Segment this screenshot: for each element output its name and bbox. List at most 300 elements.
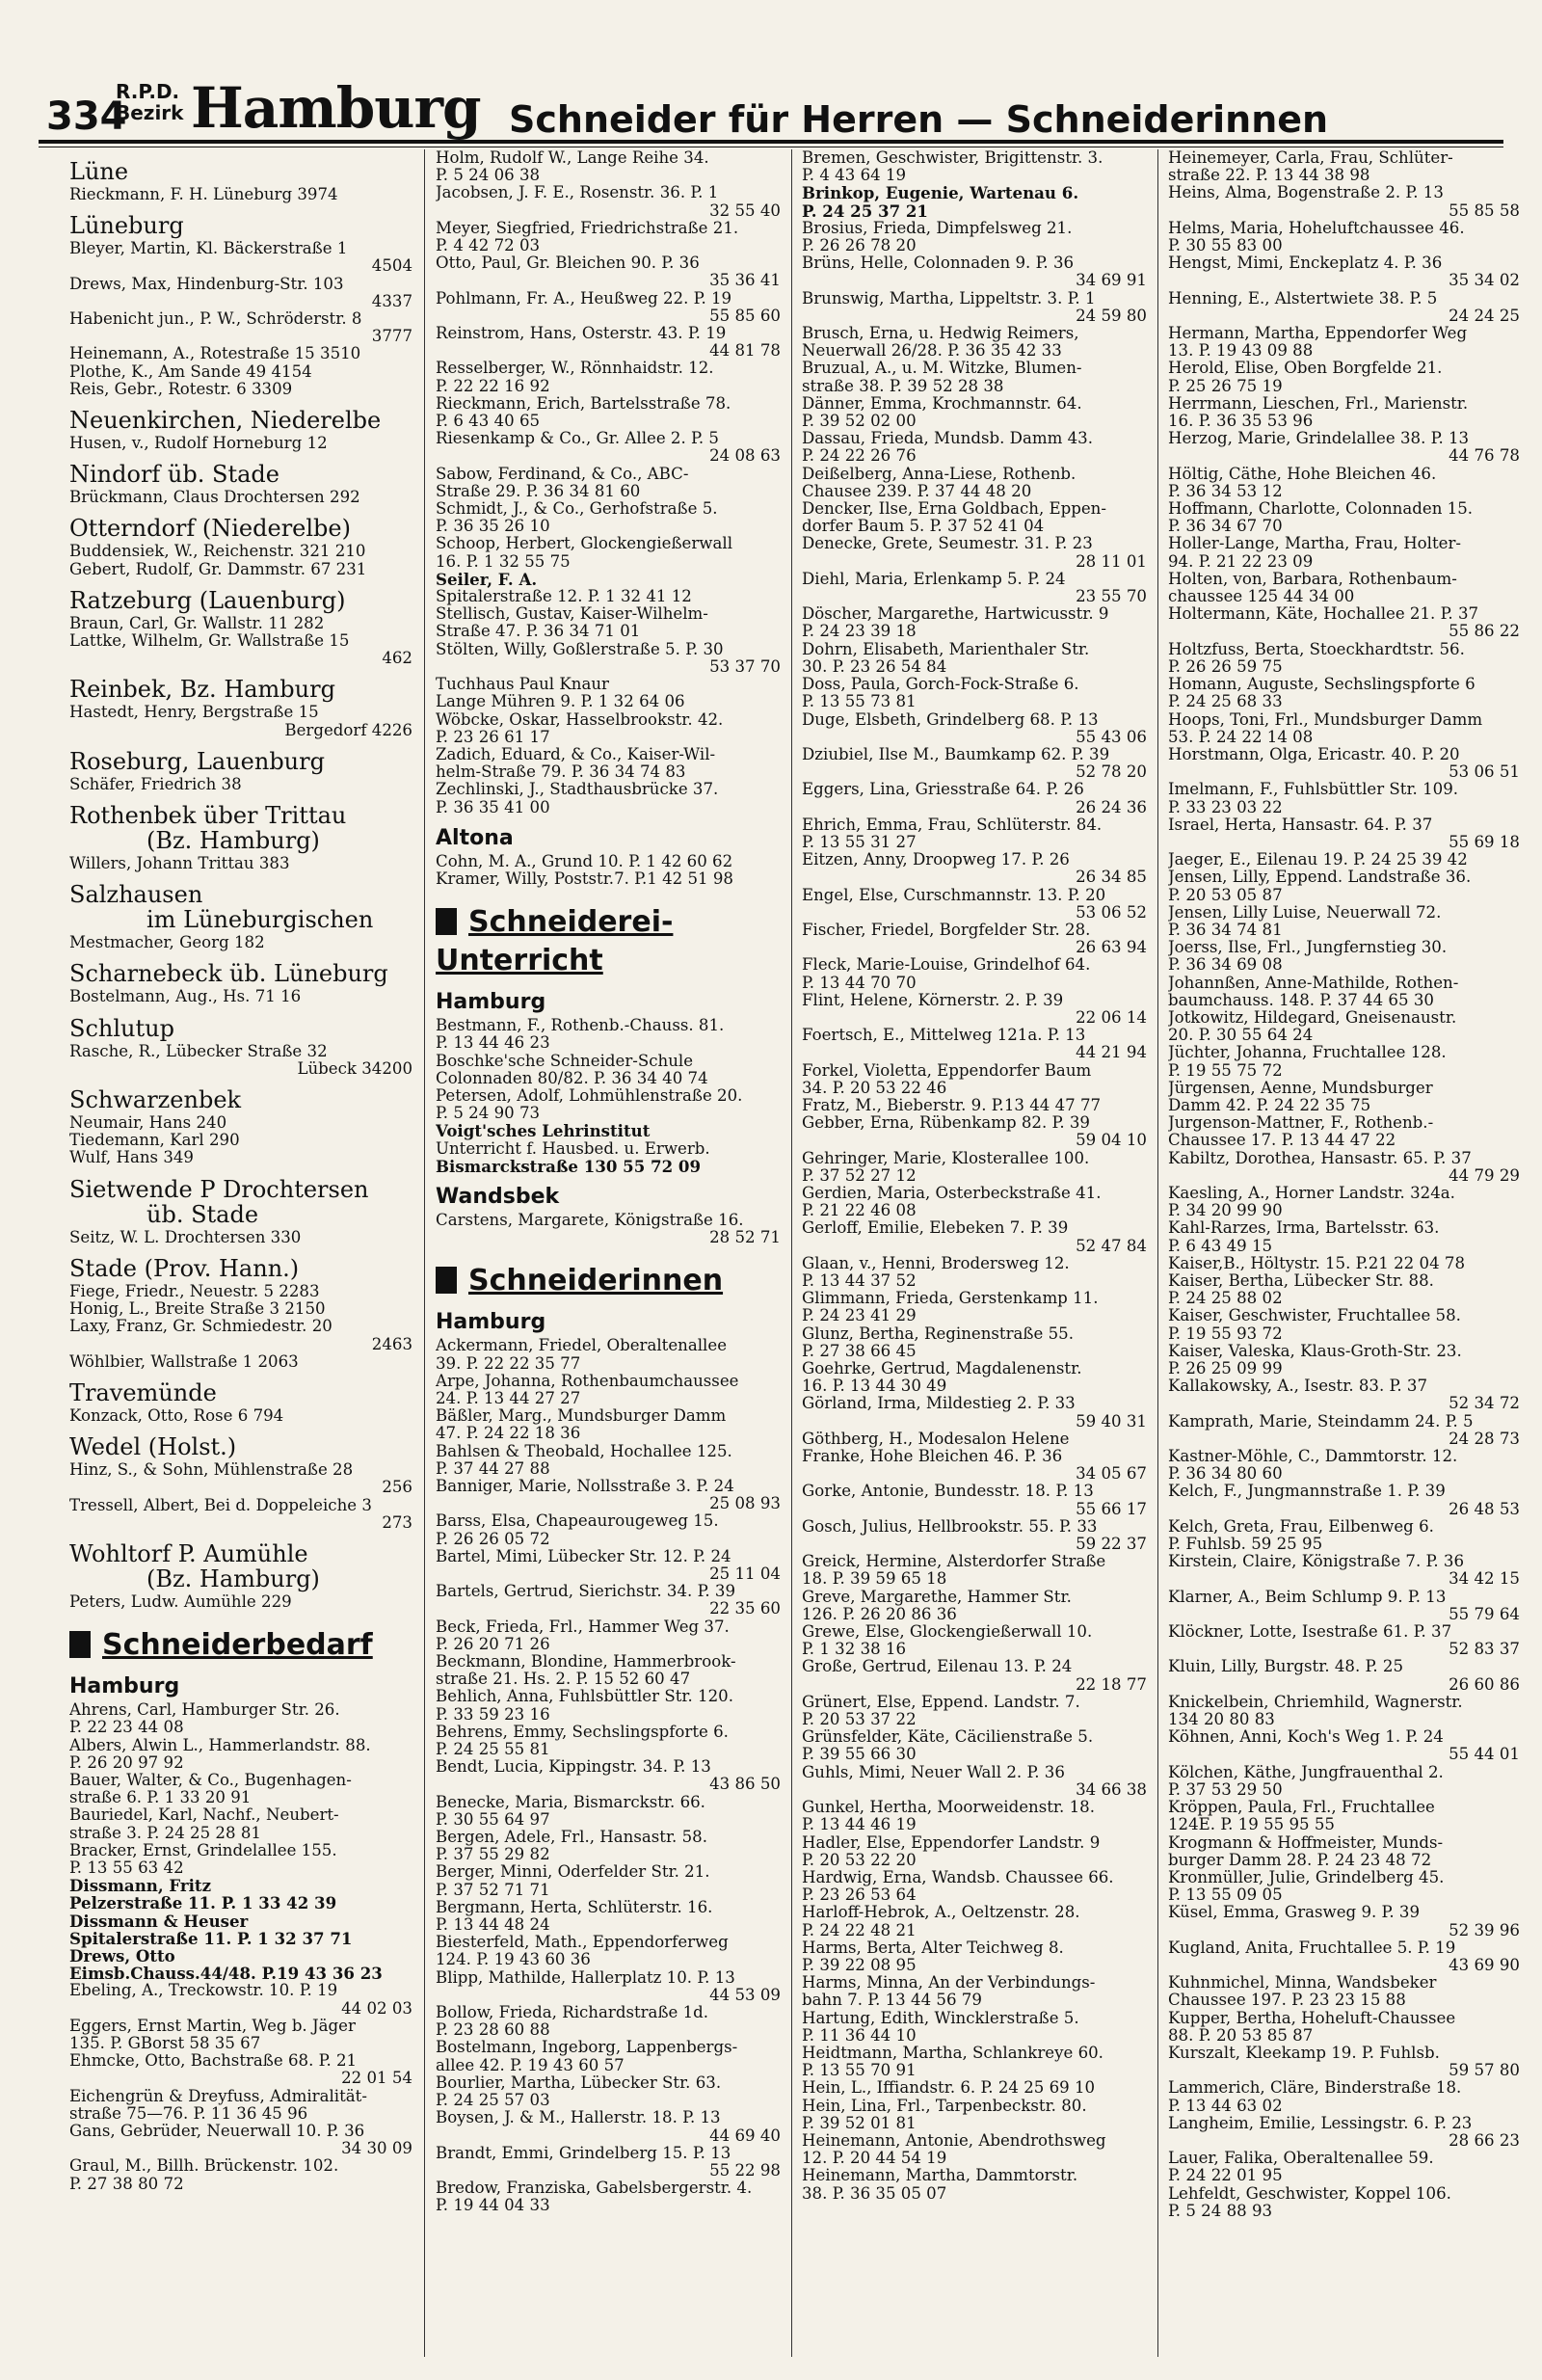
directory-entry: Joerss, Ilse, Frl., Jungfernstieg 30.	[1168, 938, 1448, 957]
directory-entry: Kuhnmichel, Minna, Wandsbeker	[1168, 1973, 1437, 1992]
directory-entry: Hein, Lina, Frl., Tarpenbeckstr. 80.	[802, 2096, 1087, 2115]
directory-entry: Kaiser,B., Höltystr. 15. P.21 22 04 78	[1168, 1253, 1466, 1272]
directory-entry: 53. P. 24 22 14 08	[1168, 727, 1314, 746]
directory-entry: 47. P. 24 22 18 36	[436, 1424, 581, 1443]
directory-entry: Drews, Max, Hindenburg-Str. 103	[69, 274, 344, 293]
directory-entry: P. 33 23 03 22	[1168, 797, 1283, 816]
phone-number: 44 21 94	[1076, 1043, 1147, 1062]
directory-entry: Mestmacher, Georg 182	[69, 933, 265, 952]
directory-entry: P. 36 34 53 12	[1168, 481, 1283, 500]
directory-entry: Albers, Alwin L., Hammerlandstr. 88.	[69, 1735, 371, 1754]
phone-number: Lübeck 34200	[297, 1058, 412, 1078]
directory-entry: P. 23 28 60 88	[436, 2020, 550, 2040]
directory-entry: Gosch, Julius, Hellbrookstr. 55. P. 33	[802, 1516, 1098, 1536]
directory-entry: Lauer, Falika, Oberaltenallee 59.	[1168, 2149, 1434, 2168]
directory-entry: Pelzerstraße 11. P. 1 33 42 39	[69, 1893, 337, 1913]
directory-entry: Honig, L., Breite Straße 3 2150	[69, 1299, 326, 1319]
directory-entry: Hartung, Edith, Wincklerstraße 5.	[802, 2008, 1079, 2027]
directory-entry: P. 36 34 67 70	[1168, 517, 1283, 536]
directory-entry: Kahl-Rarzes, Irma, Bartelsstr. 63.	[1168, 1218, 1440, 1238]
directory-entry: Görland, Irma, Mildestieg 2. P. 33	[802, 1394, 1076, 1413]
rpd-label: R.P.D.	[116, 80, 180, 103]
directory-entry: P. 24 25 57 03	[436, 2091, 550, 2110]
directory-entry: Dänner, Emma, Krochmannstr. 64.	[802, 393, 1082, 413]
place-heading: Hamburg	[436, 1310, 546, 1335]
directory-entry: Kupper, Bertha, Hoheluft-Chaussee	[1168, 2008, 1456, 2027]
directory-entry: Kastner-Möhle, C., Dammtorstr. 12.	[1168, 1447, 1458, 1466]
phone-number: 32 55 40	[709, 201, 781, 220]
directory-entry: P. 19 44 04 33	[436, 2196, 550, 2215]
directory-entry: Zechlinski, J., Stadthausbrücke 37.	[436, 780, 719, 799]
directory-entry: P. 36 35 26 10	[436, 517, 550, 536]
directory-entry: 13. P. 19 43 09 88	[1168, 341, 1314, 361]
directory-entry: straße 38. P. 39 52 28 38	[802, 376, 1004, 395]
directory-entry: P. 24 22 48 21	[802, 1920, 917, 1939]
phone-number: Bergedorf 4226	[284, 720, 412, 739]
phone-number: 59 40 31	[1076, 1411, 1147, 1431]
directory-entry: Banniger, Marie, Nollsstraße 3. P. 24	[436, 1476, 734, 1495]
place-heading: Lüneburg	[69, 212, 184, 240]
place-heading: (Bz. Hamburg)	[146, 1564, 320, 1592]
directory-entry: Kamprath, Marie, Steindamm 24. P. 5	[1168, 1411, 1474, 1431]
phone-number: 55 69 18	[1449, 832, 1520, 851]
place-heading: üb. Stade	[146, 1200, 259, 1228]
district-label	[116, 81, 183, 123]
directory-entry: Bremen, Geschwister, Brigittenstr. 3.	[802, 149, 1103, 167]
place-heading: Schwarzenbek	[69, 1086, 242, 1114]
directory-entry: Kaiser, Geschwister, Fruchtallee 58.	[1168, 1306, 1461, 1325]
directory-entry: 94. P. 21 22 23 09	[1168, 551, 1314, 571]
place-heading: Salzhausen	[69, 881, 203, 909]
directory-entry: P. 26 26 59 75	[1168, 656, 1283, 676]
phone-number: 35 34 02	[1449, 271, 1520, 290]
directory-entry: Willers, Johann Trittau 383	[69, 854, 290, 873]
directory-entry: Hadler, Else, Eppendorfer Landstr. 9	[802, 1832, 1101, 1852]
directory-entry: Kelch, Greta, Frau, Eilbenweg 6.	[1168, 1516, 1434, 1536]
directory-entry: Jüchter, Johanna, Fruchtallee 128.	[1168, 1043, 1447, 1062]
directory-entry: Gebber, Erna, Rübenkamp 82. P. 39	[802, 1113, 1090, 1133]
directory-entry: Tuchhaus Paul Knaur	[436, 675, 609, 694]
directory-entry: Bollow, Frieda, Richardstraße 1d.	[436, 2003, 709, 2022]
phone-number: 22 18 77	[1076, 1674, 1147, 1694]
directory-entry: Harloff-Hebrok, A., Oeltzenstr. 28.	[802, 1903, 1080, 1922]
directory-entry: Tressell, Albert, Bei d. Doppeleiche 3	[69, 1495, 372, 1514]
directory-entry: P. 24 25 37 21	[802, 201, 928, 221]
directory-entry: Kallakowsky, A., Isestr. 83. P. 37	[1168, 1377, 1428, 1396]
place-heading: Nindorf üb. Stade	[69, 461, 279, 489]
directory-entry: Henning, E., Alstertwiete 38. P. 5	[1168, 288, 1438, 308]
directory-entry: Bergmann, Herta, Schlüterstr. 16.	[436, 1897, 713, 1916]
directory-entry: Herrmann, Lieschen, Frl., Marienstr.	[1168, 393, 1469, 413]
directory-entry: Berger, Minni, Oderfelder Str. 21.	[436, 1862, 710, 1882]
directory-entry: Knickelbein, Chriemhild, Wagnerstr.	[1168, 1692, 1463, 1711]
directory-entry: Helms, Maria, Hoheluftchaussee 46.	[1168, 218, 1465, 237]
directory-entry: P. 25 26 75 19	[1168, 376, 1283, 395]
phone-number: 35 36 41	[709, 271, 781, 290]
directory-entry: Neuerwall 26/28. P. 36 35 42 33	[802, 341, 1062, 361]
directory-entry: Husen, v., Rudolf Horneburg 12	[69, 434, 328, 453]
directory-entry: P. 36 35 41 00	[436, 797, 550, 816]
directory-entry: Barss, Elsa, Chapeaurougeweg 15.	[436, 1511, 719, 1531]
directory-entry: Boschke'sche Schneider-Schule	[436, 1051, 694, 1070]
phone-number: 44 53 09	[709, 1985, 781, 2004]
directory-entry: Chausee 239. P. 37 44 48 20	[802, 481, 1032, 500]
directory-entry: Eichengrün & Dreyfuss, Admiralität-	[69, 2086, 367, 2105]
column-divider	[1157, 149, 1158, 2357]
place-heading: Hamburg	[69, 1674, 180, 1699]
directory-entry: Heinemann, A., Rotestraße 15 3510	[69, 344, 361, 363]
directory-entry: P. 13 44 63 02	[1168, 2096, 1283, 2115]
section-heading	[69, 1626, 412, 1665]
directory-entry: Forkel, Violetta, Eppendorfer Baum	[802, 1060, 1092, 1080]
directory-entry: straße 21. Hs. 2. P. 15 52 60 47	[436, 1670, 691, 1689]
directory-entry: Kölchen, Käthe, Jungfrauenthal 2.	[1168, 1762, 1444, 1781]
directory-entry: P. 1 32 38 16	[802, 1640, 907, 1659]
directory-entry: P. 22 22 16 92	[436, 376, 550, 395]
directory-entry: helm-Straße 79. P. 36 34 74 83	[436, 762, 686, 782]
directory-entry: Dissmann, Fritz	[69, 1876, 211, 1896]
directory-entry: Bracker, Ernst, Grindelallee 155.	[69, 1840, 337, 1859]
directory-entry: Neumair, Hans 240	[69, 1113, 227, 1133]
directory-entry: Döscher, Margarethe, Hartwicusstr. 9	[802, 604, 1109, 624]
directory-entry: Straße 29. P. 36 34 81 60	[436, 481, 641, 500]
directory-entry: P. 19 55 93 72	[1168, 1324, 1283, 1343]
directory-entry: Brandt, Emmi, Grindelberg 15. P. 13	[436, 2143, 731, 2162]
directory-entry: P. 30 55 64 97	[436, 1809, 550, 1829]
directory-entry: Fratz, M., Bieberstr. 9. P.13 44 47 77	[802, 1095, 1102, 1114]
directory-entry: bahn 7. P. 13 44 56 79	[802, 1991, 982, 2010]
directory-entry: Hein, L., Iffiandstr. 6. P. 24 25 69 10	[802, 2078, 1096, 2098]
directory-entry: Meyer, Siegfried, Friedrichstraße 21.	[436, 218, 739, 237]
directory-entry: Beckmann, Blondine, Hammerbrook-	[436, 1652, 736, 1671]
directory-entry: P. 39 55 66 30	[802, 1745, 917, 1764]
directory-entry: Große, Gertrud, Eilenau 13. P. 24	[802, 1657, 1073, 1676]
section-square-icon	[436, 1267, 457, 1294]
section-heading-text: Schneiderinnen	[468, 1264, 724, 1298]
directory-entry: Tiedemann, Karl 290	[69, 1131, 240, 1150]
directory-entry: P. 13 55 09 05	[1168, 1885, 1283, 1905]
directory-entry: Harms, Minna, An der Verbindungs-	[802, 1973, 1096, 1992]
phone-number: 44 81 78	[709, 341, 781, 361]
directory-entry: Kramer, Willy, Poststr.7. P.1 42 51 98	[436, 869, 733, 888]
phone-number: 52 83 37	[1449, 1640, 1520, 1659]
directory-entry: Damm 42. P. 24 22 35 75	[1168, 1095, 1371, 1114]
directory-entry: Jotkowitz, Hildegard, Gneisenaustr.	[1168, 1007, 1457, 1027]
city-title: Hamburg	[191, 75, 481, 141]
directory-entry: Doss, Paula, Gorch-Fock-Straße 6.	[802, 675, 1079, 694]
section-square-icon	[436, 908, 457, 935]
directory-entry: P. 39 22 08 95	[802, 1955, 917, 1974]
directory-entry: Kaiser, Bertha, Lübecker Str. 88.	[1168, 1271, 1434, 1290]
directory-entry: Schoop, Herbert, Glockengießerwall	[436, 534, 733, 553]
directory-entry: 124E. P. 19 55 95 55	[1168, 1815, 1335, 1834]
column-1	[69, 149, 412, 2357]
directory-entry: Kluin, Lilly, Burgstr. 48. P. 25	[1168, 1657, 1404, 1676]
directory-entry: straße 3. P. 24 25 28 81	[69, 1823, 261, 1842]
place-heading: Reinbek, Bz. Hamburg	[69, 676, 335, 704]
directory-entry: P. 13 44 46 19	[802, 1815, 917, 1834]
directory-entry: Harms, Berta, Alter Teichweg 8.	[802, 1938, 1064, 1957]
directory-entry: Horstmann, Olga, Ericastr. 40. P. 20	[1168, 744, 1460, 763]
directory-entry: Braun, Carl, Gr. Wallstr. 11 282	[69, 613, 325, 632]
directory-entry: Fiege, Friedr., Neuestr. 5 2283	[69, 1281, 320, 1300]
directory-entry: Fleck, Marie-Louise, Grindelhof 64.	[802, 955, 1091, 975]
place-heading: Roseburg, Lauenburg	[69, 747, 325, 775]
place-heading: (Bz. Hamburg)	[146, 827, 320, 855]
directory-entry: Seitz, W. L. Drochtersen 330	[69, 1227, 302, 1246]
directory-entry: Beck, Frieda, Frl., Hammer Weg 37.	[436, 1617, 730, 1636]
directory-entry: Reinstrom, Hans, Osterstr. 43. P. 19	[436, 324, 727, 343]
directory-entry: P. 26 20 71 26	[436, 1634, 550, 1653]
directory-entry: straße 75—76. P. 11 36 45 96	[69, 2103, 308, 2123]
directory-entry: P. 24 23 41 29	[802, 1306, 917, 1325]
directory-entry: Flint, Helene, Körnerstr. 2. P. 39	[802, 990, 1064, 1009]
directory-entry: P. 5 24 88 93	[1168, 2201, 1273, 2220]
directory-entry: P. 13 55 70 91	[802, 2061, 917, 2080]
directory-entry: burger Damm 28. P. 24 23 48 72	[1168, 1850, 1432, 1869]
phone-number: 3777	[371, 327, 412, 346]
directory-entry: Bauer, Walter, & Co., Bugenhagen-	[69, 1770, 352, 1789]
directory-entry: 16. P. 1 32 55 75	[436, 551, 571, 571]
directory-entry: Otto, Paul, Gr. Bleichen 90. P. 36	[436, 254, 700, 273]
directory-entry: Gerdien, Maria, Osterbeckstraße 41.	[802, 1183, 1102, 1202]
directory-entry: Bahlsen & Theobald, Hochallee 125.	[436, 1441, 732, 1460]
directory-entry: dorfer Baum 5. P. 37 52 41 04	[802, 517, 1045, 536]
directory-entry: Bostelmann, Aug., Hs. 71 16	[69, 987, 302, 1006]
directory-entry: Blipp, Mathilde, Hallerplatz 10. P. 13	[436, 1967, 735, 1987]
directory-entry: Wulf, Hans 349	[69, 1148, 194, 1167]
phone-number: 34 66 38	[1076, 1779, 1147, 1799]
directory-entry: P. 22 23 44 08	[69, 1718, 184, 1737]
directory-entry: Johannßen, Anne-Mathilde, Rothen-	[1168, 973, 1459, 992]
directory-entry: Bourlier, Martha, Lübecker Str. 63.	[436, 2072, 722, 2092]
directory-entry: P. 5 24 90 73	[436, 1104, 541, 1123]
directory-entry: 39. P. 22 22 35 77	[436, 1353, 581, 1373]
phone-number: 34 05 67	[1076, 1464, 1147, 1484]
directory-entry: P. 36 34 69 08	[1168, 955, 1283, 975]
directory-entry: Bäßler, Marg., Mundsburger Damm	[436, 1406, 727, 1426]
directory-entry: Kaiser, Valeska, Klaus-Groth-Str. 23.	[1168, 1341, 1462, 1360]
section-title: Schneider für Herren — Schneiderinnen	[509, 98, 1329, 141]
phone-number: 55 85 60	[709, 306, 781, 325]
directory-entry: 126. P. 26 20 86 36	[802, 1604, 957, 1623]
directory-entry: Schmidt, J., & Co., Gerhofstraße 5.	[436, 499, 718, 519]
place-heading: Otterndorf (Niederelbe)	[69, 515, 351, 543]
directory-entry: P. 13 55 63 42	[69, 1858, 184, 1877]
directory-entry: Colonnaden 80/82. P. 36 34 40 74	[436, 1068, 708, 1087]
directory-entry: Drews, Otto	[69, 1945, 175, 1966]
directory-entry: Greve, Margarethe, Hammer Str.	[802, 1587, 1072, 1606]
phone-number: 25 11 04	[709, 1564, 781, 1583]
phone-number: 52 34 72	[1449, 1394, 1520, 1413]
directory-entry: P. 6 43 49 15	[1168, 1236, 1273, 1255]
directory-entry: 16. P. 36 35 53 96	[1168, 412, 1314, 431]
place-heading: Neuenkirchen, Niederelbe	[69, 407, 382, 435]
directory-entry: Chaussee 17. P. 13 44 47 22	[1168, 1131, 1396, 1150]
directory-entry: P. 34 20 99 90	[1168, 1201, 1283, 1220]
directory-entry: Heinemann, Antonie, Abendrothsweg	[802, 2130, 1106, 2150]
directory-entry: P. 24 25 88 02	[1168, 1289, 1283, 1308]
directory-entry: Peters, Ludw. Aumühle 229	[69, 1591, 292, 1611]
place-heading: Stade (Prov. Hann.)	[69, 1254, 300, 1282]
directory-entry: Reis, Gebr., Rotestr. 6 3309	[69, 379, 293, 398]
directory-entry: P. 24 25 68 33	[1168, 692, 1283, 711]
phone-number: 34 42 15	[1449, 1569, 1520, 1589]
place-heading: Wohltorf P. Aumühle	[69, 1539, 308, 1567]
directory-entry: Langheim, Emilie, Lessingstr. 6. P. 23	[1168, 2113, 1473, 2132]
place-heading: Schlutup	[69, 1014, 174, 1042]
directory-entry: Pohlmann, Fr. A., Heußweg 22. P. 19	[436, 288, 732, 308]
directory-entry: Ebeling, A., Treckowstr. 10. P. 19	[69, 1981, 338, 2000]
directory-entry: Wöbcke, Oskar, Hasselbrookstr. 42.	[436, 709, 724, 729]
section-heading	[436, 903, 781, 980]
directory-entry: Voigt'sches Lehrinstitut	[436, 1121, 651, 1141]
directory-entry: Hoops, Toni, Frl., Mundsburger Damm	[1168, 709, 1483, 729]
directory-entry: Krogmann & Hoffmeister, Munds-	[1168, 1832, 1444, 1852]
phone-number: 25 08 93	[709, 1494, 781, 1513]
directory-entry: Goehrke, Gertrud, Magdalenenstr.	[802, 1359, 1082, 1378]
directory-entry: Eggers, Lina, Griesstraße 64. P. 26	[802, 780, 1084, 799]
directory-entry: Stellisch, Gustav, Kaiser-Wilhelm-	[436, 604, 708, 624]
directory-entry: Guhls, Mimi, Neuer Wall 2. P. 36	[802, 1762, 1065, 1781]
directory-entry: Benecke, Maria, Bismarckstr. 66.	[436, 1792, 705, 1811]
directory-entry: Lattke, Wilhelm, Gr. Wallstraße 15	[69, 631, 350, 651]
directory-entry: Ehmcke, Otto, Bachstraße 68. P. 21	[69, 2051, 358, 2071]
directory-entry: Behrens, Emmy, Sechslingspforte 6.	[436, 1722, 729, 1741]
directory-entry: Holten, von, Barbara, Rothenbaum-	[1168, 569, 1457, 588]
directory-entry: Kaesling, A., Horner Landstr. 324a.	[1168, 1183, 1455, 1202]
directory-entry: Rieckmann, Erich, Bartelsstraße 78.	[436, 393, 731, 413]
directory-entry: Habenicht jun., P. W., Schröderstr. 8	[69, 309, 362, 329]
directory-entry: Eimsb.Chauss.44/48. P.19 43 36 23	[69, 1964, 383, 1984]
column-3	[802, 149, 1147, 2357]
place-heading: Wedel (Holst.)	[69, 1433, 237, 1461]
directory-entry: Bergen, Adele, Frl., Hansastr. 58.	[436, 1828, 707, 1847]
directory-entry: Küsel, Emma, Grasweg 9. P. 39	[1168, 1903, 1421, 1922]
directory-entry: P. 37 44 27 88	[436, 1458, 550, 1478]
directory-entry: P. 5 24 06 38	[436, 166, 541, 185]
directory-entry: Laxy, Franz, Gr. Schmiedestr. 20	[69, 1317, 332, 1336]
directory-entry: P. 20 53 05 87	[1168, 885, 1283, 904]
directory-entry: Lammerich, Cläre, Binderstraße 18.	[1168, 2078, 1462, 2098]
directory-entry: Denecke, Grete, Seumestr. 31. P. 23	[802, 534, 1093, 553]
section-heading-text: Schneiderei-Unterricht	[436, 905, 674, 978]
phone-number: 22 01 54	[341, 2069, 412, 2088]
directory-entry: P. 26 20 97 92	[69, 1752, 184, 1772]
page-number: 334	[46, 94, 127, 139]
phone-number: 462	[382, 649, 412, 668]
phone-number: 55 44 01	[1449, 1745, 1520, 1764]
directory-entry: Behlich, Anna, Fuhlsbüttler Str. 120.	[436, 1687, 733, 1706]
phone-number: 52 78 20	[1076, 762, 1147, 782]
directory-entry: Petersen, Adolf, Lohmühlenstraße 20.	[436, 1085, 743, 1105]
phone-number: 34 69 91	[1076, 271, 1147, 290]
directory-entry: P. 27 38 66 45	[802, 1341, 917, 1360]
phone-number: 26 34 85	[1076, 868, 1147, 887]
directory-entry: Rasche, R., Lübecker Straße 32	[69, 1041, 328, 1060]
directory-entry: P. 13 44 48 24	[436, 1915, 550, 1935]
phone-number: 53 06 51	[1449, 762, 1520, 782]
directory-entry: Bruzual, A., u. M. Witzke, Blumen-	[802, 359, 1082, 378]
directory-entry: Ahrens, Carl, Hamburger Str. 26.	[69, 1700, 340, 1720]
directory-entry: P. 13 44 70 70	[802, 973, 917, 992]
phone-number: 52 39 96	[1449, 1920, 1520, 1939]
directory-entry: P. 24 22 01 95	[1168, 2166, 1283, 2185]
phone-number: 4504	[371, 256, 412, 276]
directory-entry: Holtermann, Käte, Hochallee 21. P. 37	[1168, 604, 1479, 624]
directory-entry: Eggers, Ernst Martin, Weg b. Jäger	[69, 2016, 356, 2035]
directory-entry: P. 6 43 40 65	[436, 412, 541, 431]
directory-entry: Klöckner, Lotte, Isestraße 61. P. 37	[1168, 1622, 1452, 1642]
directory-entry: Kugland, Anita, Fruchtallee 5. P. 19	[1168, 1938, 1456, 1957]
directory-entry: Brinkop, Eugenie, Wartenau 6.	[802, 183, 1079, 203]
phone-number: 44 69 40	[709, 2126, 781, 2145]
phone-number: 53 37 70	[709, 656, 781, 676]
place-heading: Travemünde	[69, 1378, 217, 1406]
directory-entry: Holler-Lange, Martha, Frau, Holter-	[1168, 534, 1462, 553]
directory-entry: Spitalerstraße 12. P. 1 32 41 12	[436, 587, 692, 606]
phone-number: 43 69 90	[1449, 1955, 1520, 1974]
directory-entry: baumchauss. 148. P. 37 44 65 30	[1168, 990, 1434, 1009]
directory-entry: Konzack, Otto, Rose 6 794	[69, 1405, 284, 1425]
phone-number: 52 47 84	[1076, 1236, 1147, 1255]
phone-number: 55 43 06	[1076, 727, 1147, 746]
directory-entry: Arpe, Johanna, Rothenbaumchaussee	[436, 1371, 739, 1390]
place-heading: Lüne	[69, 158, 129, 185]
directory-entry: Diehl, Maria, Erlenkamp 5. P. 24	[802, 569, 1066, 588]
directory-entry: P. 20 53 22 20	[802, 1850, 917, 1869]
directory-entry: Jaeger, E., Eilenau 19. P. 24 25 39 42	[1168, 850, 1468, 869]
phone-number: 55 85 58	[1449, 201, 1520, 220]
directory-entry: P. 24 22 26 76	[802, 446, 917, 466]
section-heading-text: Schneiderbedarf	[102, 1628, 373, 1663]
directory-entry: Bleyer, Martin, Kl. Bäckerstraße 1	[69, 239, 348, 258]
directory-entry: P. 39 52 02 00	[802, 412, 917, 431]
directory-entry: 134 20 80 83	[1168, 1710, 1275, 1729]
directory-entry: Klarner, A., Beim Schlump 9. P. 13	[1168, 1587, 1447, 1606]
directory-entry: Grünsfelder, Käte, Cäcilienstraße 5.	[802, 1727, 1094, 1747]
place-heading: Rothenbek über Trittau	[69, 802, 347, 830]
directory-entry: Stölten, Willy, Goßlerstraße 5. P. 30	[436, 639, 724, 658]
directory-entry: Buddensiek, W., Reichenstr. 321 210	[69, 542, 366, 561]
directory-entry: Carstens, Margarete, Königstraße 16.	[436, 1210, 744, 1229]
directory-entry: Greick, Hermine, Alsterdorfer Straße	[802, 1552, 1106, 1571]
directory-entry: P. 39 52 01 81	[802, 2113, 917, 2132]
directory-entry: Hardwig, Erna, Wandsb. Chaussee 66.	[802, 1867, 1114, 1886]
directory-entry: P. 21 22 46 08	[802, 1201, 917, 1220]
place-heading: Ratzeburg (Lauenburg)	[69, 586, 346, 614]
column-divider	[791, 149, 792, 2357]
phone-number: 256	[382, 1478, 412, 1497]
directory-entry: P. 37 55 29 82	[436, 1845, 550, 1864]
directory-entry: Hastedt, Henry, Bergstraße 15	[69, 703, 319, 722]
directory-entry: Chaussee 197. P. 23 23 15 88	[1168, 1991, 1406, 2010]
place-heading: Sietwende P Drochtersen	[69, 1175, 369, 1203]
phone-number: 34 30 09	[341, 2139, 412, 2158]
directory-entry: Unterricht f. Hausbed. u. Erwerb.	[436, 1138, 710, 1158]
directory-entry: Gebert, Rudolf, Gr. Dammstr. 67 231	[69, 559, 367, 578]
directory-entry: 20. P. 30 55 64 24	[1168, 1026, 1314, 1045]
place-heading: Altona	[436, 825, 514, 850]
directory-entry: Heins, Alma, Bogenstraße 2. P. 13	[1168, 183, 1444, 202]
phone-number: 28 52 71	[709, 1228, 781, 1247]
directory-entry: P. 20 53 37 22	[802, 1710, 917, 1729]
directory-entry: Spitalerstraße 11. P. 1 32 37 71	[69, 1928, 353, 1948]
directory-entry: P. 33 59 23 16	[436, 1704, 550, 1724]
directory-entry: Heinemeyer, Carla, Frau, Schlüter-	[1168, 149, 1453, 167]
directory-entry: allee 42. P. 19 43 60 57	[436, 2055, 625, 2074]
directory-entry: Bismarckstraße 130 55 72 09	[436, 1156, 702, 1176]
